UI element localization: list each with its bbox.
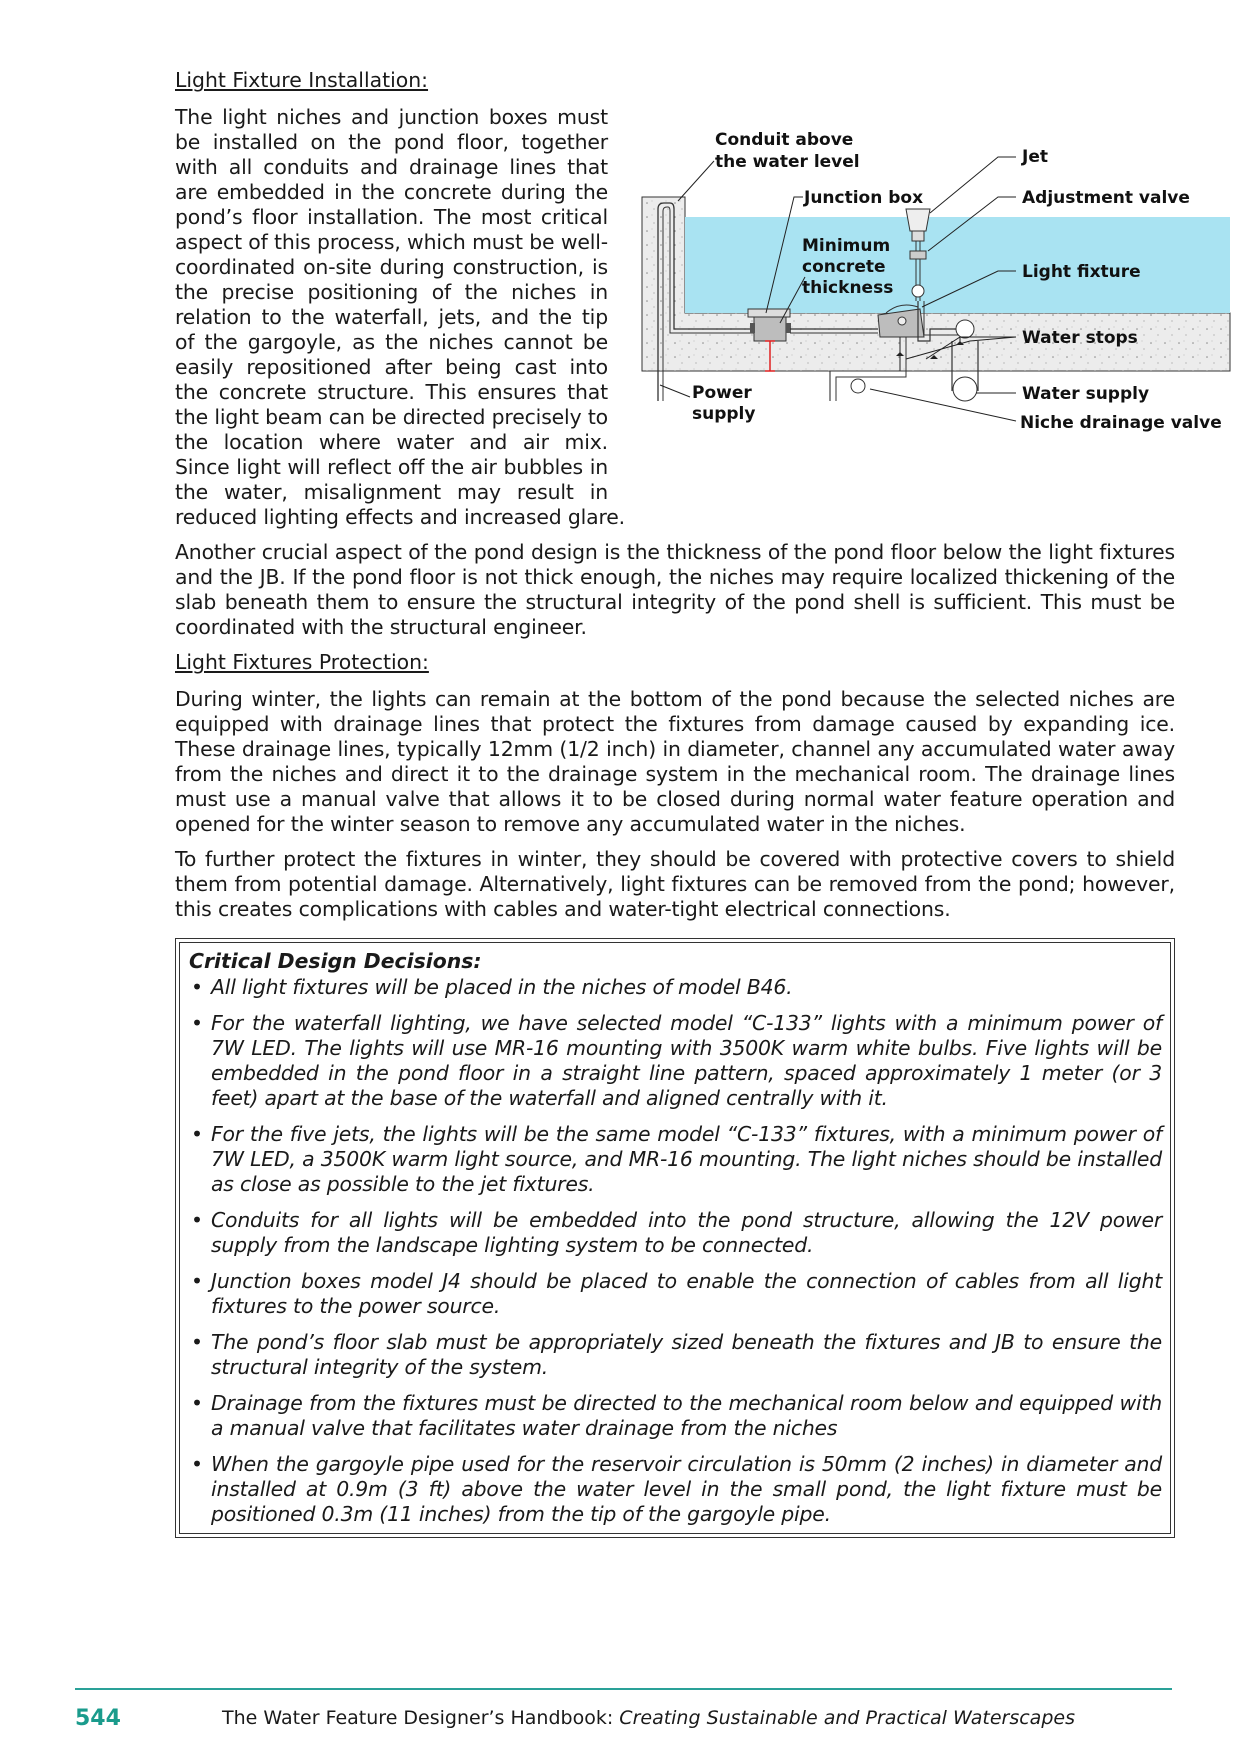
bullet-icon: • [191, 1391, 203, 1415]
label-power-1: Power [692, 383, 752, 403]
installation-paragraph-2: Another crucial aspect of the pond design is the thickness of the pond floor below the light fixtures and the JB. If the pond floor is not thick enough, the niches may require localized thickening of the slab beneath them to ensure the structural integrity of the pond shell is sufficient. This must be coordinated with the structural engineer. [175, 540, 1175, 639]
list-item [189, 1208, 1162, 1258]
bullet-icon: • [191, 1452, 203, 1476]
bullet-icon: • [191, 1330, 203, 1354]
list-item [189, 1122, 1162, 1197]
section-heading-protection: Light Fixtures Protection: [175, 650, 429, 674]
footer-subtitle: Creating Sustainable and Practical Waterscapes [619, 1707, 1075, 1729]
bullet-icon: • [191, 1122, 203, 1146]
label-min-2: concrete [802, 257, 886, 277]
label-niche-drainage: Niche drainage valve [1020, 413, 1222, 433]
list-item-text: Drainage from the fixtures must be directed to the mechanical room below and equipped with a manual valve that facilitates water drainage from the niches [211, 1391, 1162, 1440]
water-stop-valve [956, 320, 974, 338]
critical-decisions-box [175, 938, 1175, 1538]
label-junction-box: Junction box [804, 188, 924, 208]
diagram-svg [630, 101, 1222, 481]
list-item [189, 1452, 1162, 1527]
label-jet: Jet [1022, 147, 1048, 167]
label-adjustment-valve: Adjustment valve [1022, 188, 1190, 208]
label-water-stops: Water stops [1022, 328, 1138, 348]
water-area [685, 217, 1230, 313]
protection-paragraph-1: During winter, the lights can remain at the bottom of the pond because the selected niches are equipped with drainage lines that protect the fixtures from damage caused by expanding ice. These drainage lines, typically 12mm (1/2 inch) in diameter, channel any accumulated water away from the niches and direct it to the drainage system in the mechanical room. The drainage lines must use a manual valve that allows it to be closed during normal water feature operation and opened for the winter season to remove any accumulated water in the niches. [175, 687, 1175, 836]
list-item [189, 1391, 1162, 1441]
section-heading-installation: Light Fixture Installation: [175, 68, 429, 92]
list-item [189, 975, 1162, 1000]
footer-book-title [222, 1707, 1075, 1729]
bullet-icon: • [191, 1269, 203, 1293]
critical-decisions-inner [179, 942, 1171, 1534]
label-conduit-2: the water level [715, 152, 860, 172]
label-min-3: thickness [802, 278, 894, 298]
list-item-text: Junction boxes model J4 should be placed to enable the connection of cables from all light fixtures to the power source. [211, 1269, 1162, 1318]
protection-paragraph-2: To further protect the fixtures in winter, they should be covered with protective covers to shield them from potential damage. Alternatively, light fixtures can be removed from the pond; however, this creates complications with cables and water-tight electrical connections. [175, 847, 1175, 921]
page-number: 544 [75, 1706, 121, 1731]
label-conduit-1: Conduit above [715, 130, 854, 150]
critical-decisions-title: Critical Design Decisions: [189, 949, 482, 973]
installation-paragraph-1: The light niches and junction boxes must be installed on the pond floor, together with all conduits and drainage lines that are embedded in the concrete during the pond’s floor installation. The most critical aspect of this process, which must be well-coordinated on-site during construction, is the precise positioning of the niches in relation to the waterfall, jets, and the tip of the gargoyle, as the niches cannot be easily repositioned after being cast into the concrete structure. This ensures that the light beam can be directed precisely to the location where water and air mix. Since light will reflect off the air bubbles in the water, misalignment may result in reduced lighting effects and increased glare. [175, 105, 626, 529]
label-power-2: supply [692, 404, 756, 424]
footer-title: The Water Feature Designer’s Handbook: [222, 1707, 620, 1729]
list-item [189, 1269, 1162, 1319]
list-item [189, 1011, 1162, 1111]
niche-drainage-valve-shape [851, 379, 865, 393]
list-item-text: When the gargoyle pipe used for the reservoir circulation is 50mm (2 inches) in diameter and installed at 0.9m (3 ft) above the water level in the small pond, the light fixture must be positioned 0.3m (11 inches) from the tip of the gargoyle pipe. [211, 1452, 1162, 1526]
label-water-supply: Water supply [1022, 384, 1150, 404]
bullet-icon: • [191, 1208, 203, 1232]
list-item-text: The pond’s floor slab must be appropriately sized beneath the fixtures and JB to ensure the structural integrity of the system. [211, 1330, 1162, 1379]
bullet-icon: • [191, 1011, 203, 1035]
label-min-1: Minimum [802, 236, 891, 256]
bullet-icon: • [191, 975, 203, 999]
list-item-text: All light fixtures will be placed in the niches of model B46. [211, 975, 793, 999]
list-item-text: Conduits for all lights will be embedded into the pond structure, allowing the 12V power supply from the landscape lighting system to be connected. [211, 1208, 1162, 1257]
footer-divider [75, 1688, 1172, 1690]
intro-block [175, 105, 1222, 530]
critical-decisions-list [189, 975, 1162, 1527]
list-item-text: For the five jets, the lights will be the same model “C-133” fixtures, with a minimum power of 7W LED, a 3500K warm light source, and MR-16 mounting. The light niches should be installed as close as possible to the jet fixtures. [211, 1122, 1162, 1196]
page-content [175, 68, 1222, 1538]
light-fixture-diagram [630, 101, 1222, 481]
list-item [189, 1330, 1162, 1380]
label-light-fixture: Light fixture [1022, 262, 1141, 282]
list-item-text: For the waterfall lighting, we have selected model “C-133” lights with a minimum power of 7W LED. The lights will use MR-16 mounting with 3500K warm white bulbs. Five lights will be embedded in the pond floor in a straight line pattern, spaced approximately 1 meter (or 3 feet) apart at the base of the waterfall and aligned centrally with it. [211, 1011, 1162, 1110]
